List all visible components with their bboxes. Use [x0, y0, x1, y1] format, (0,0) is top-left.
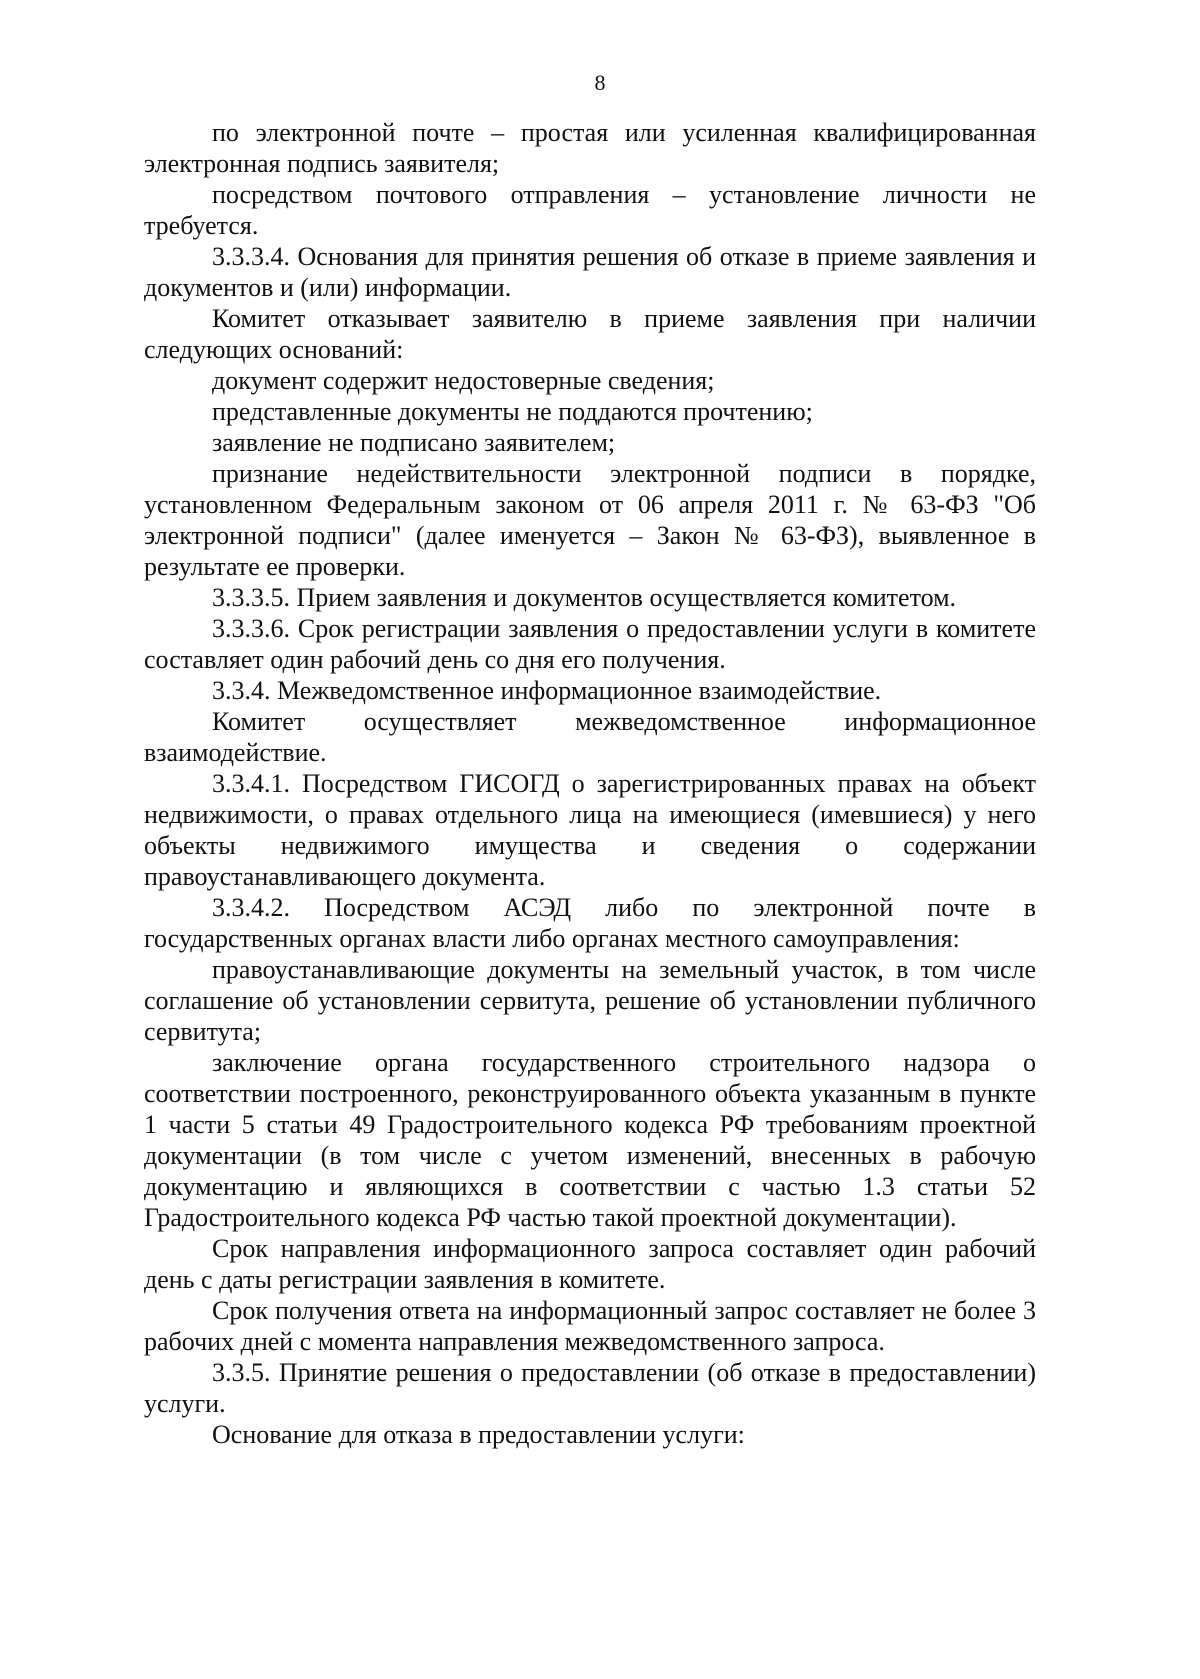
paragraph-3-3-5: 3.3.5. Принятие решения о предоставлении (об отказе в предоставлении) услуги.: [144, 1358, 1036, 1418]
paragraph-postal-delivery: посредством почтового отправления – установление личности не требуется.: [144, 180, 1036, 240]
document-body: [144, 117, 1036, 1450]
paragraph-committee-refusal-grounds: Комитет отказывает заявителю в приеме заявления при наличии следующих оснований:: [144, 304, 1036, 364]
paragraph-false-information: документ содержит недостоверные сведения;: [212, 366, 715, 395]
paragraph-3-3-3-4: 3.3.3.4. Основания для принятия решения об отказе в приеме заявления и документов и (или) информации.: [144, 242, 1036, 302]
paragraph-unsigned-application: заявление не подписано заявителем;: [212, 428, 616, 457]
paragraph-land-title-documents: правоустанавливающие документы на земельный участок, в том числе соглашение об установлении сервитута, решение об установлении публичного сервитута;: [144, 955, 1036, 1046]
paragraph-3-3-4-2: 3.3.4.2. Посредством АСЭД либо по электронной почте в государственных органах власти либо органах местного самоуправления:: [144, 893, 1036, 953]
paragraph-3-3-4-1: 3.3.4.1. Посредством ГИСОГД о зарегистрированных правах на объект недвижимости, о правах отдельного лица на имеющиеся (имевшиеся) у него объекты недвижимого имущества и сведения о содержании правоустанавливающего документа.: [144, 769, 1036, 891]
paragraph-unreadable-documents: представленные документы не поддаются прочтению;: [212, 397, 813, 426]
paragraph-refusal-basis: Основание для отказа в предоставлении услуги:: [212, 1420, 745, 1449]
paragraph-3-3-3-6: 3.3.3.6. Срок регистрации заявления о предоставлении услуги в комитете составляет один рабочий день со дня его получения.: [144, 614, 1036, 674]
paragraph-email-signature: по электронной почте – простая или усиленная квалифицированная электронная подпись заявителя;: [144, 118, 1036, 178]
page-number: 8: [594, 70, 606, 95]
paragraph-supervision-conclusion: заключение органа государственного строительного надзора о соответствии построенного, реконструированного объекта указанным в пункте 1 части 5 статьи 49 Градостроительного кодекса РФ требованиям проектной документации (в том числе с учетом изменений, внесенных в рабочую документацию и являющихся в соответствии с частью 1.3 статьи 52 Градостроительного кодекса РФ частью такой проектной документации).: [144, 1048, 1036, 1232]
paragraph-3-3-3-5: 3.3.3.5. Прием заявления и документов осуществляется комитетом.: [212, 583, 957, 612]
paragraph-interagency-interaction: Комитет осуществляет межведомственное информационное взаимодействие.: [144, 707, 1036, 767]
paragraph-3-3-4: 3.3.4. Межведомственное информационное взаимодействие.: [212, 676, 882, 705]
paragraph-request-deadline: Срок направления информационного запроса составляет один рабочий день с даты регистрации заявления в комитете.: [144, 1234, 1036, 1294]
paragraph-invalid-signature: признание недействительности электронной подписи в порядке, установленном Федеральным законом от 06 апреля 2011 г. № 63-ФЗ "Об электронной подписи" (далее именуется – Закон № 63-ФЗ), выявленное в результате ее проверки.: [144, 459, 1036, 581]
paragraph-response-deadline: Срок получения ответа на информационный запрос составляет не более 3 рабочих дней с момента направления межведомственного запроса.: [144, 1296, 1036, 1356]
